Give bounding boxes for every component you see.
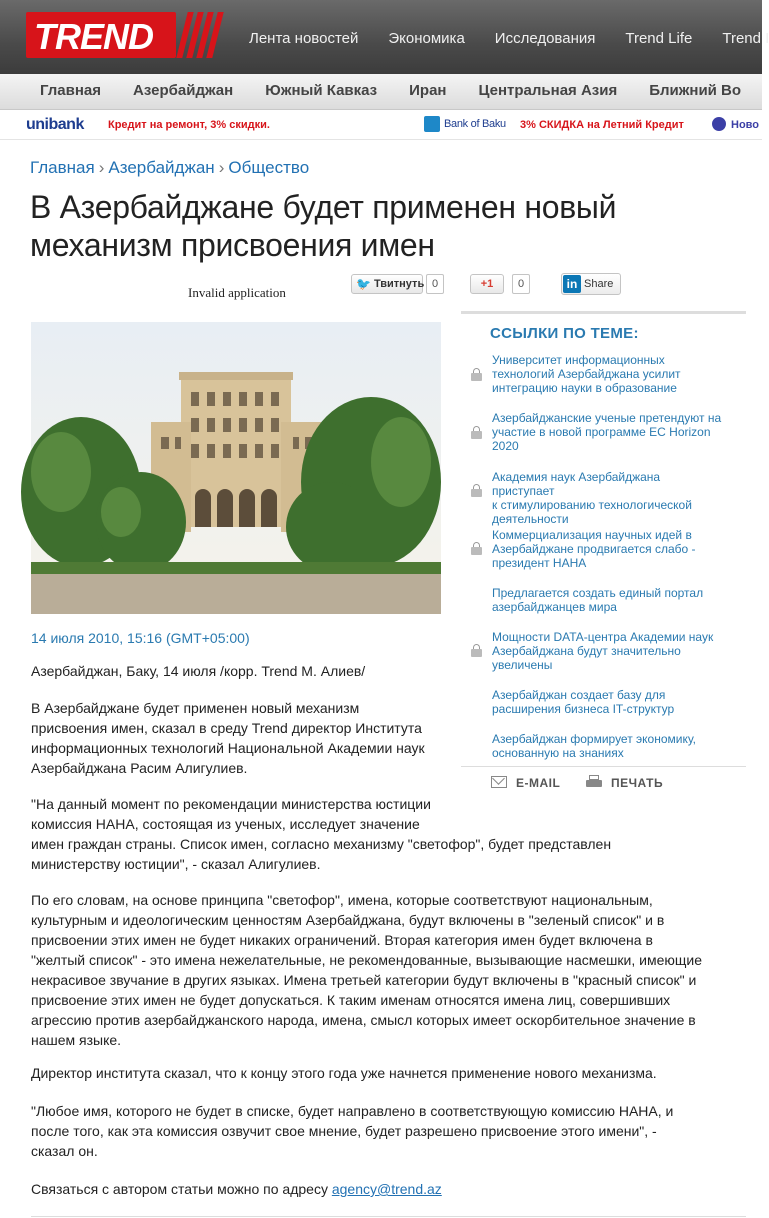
- top-nav-item-trend-more[interactable]: Trend I: [722, 30, 769, 47]
- article-paragraph: Директор института сказал, что к концу этого года уже начнется применение нового механизма.: [31, 1065, 657, 1081]
- breadcrumb-azerbaijan[interactable]: Азербайджан: [108, 158, 215, 177]
- related-links-title: ССЫЛКИ ПО ТЕМЕ:: [490, 325, 639, 342]
- third-ad-icon: [712, 117, 726, 131]
- bank-of-baku-logo[interactable]: Bank of Baku: [444, 118, 506, 130]
- article-paragraph: "Любое имя, которого не будет в списке, будет направлено в соответствующую комиссию НАНА, и после того, как эта комиссия озвучит свое мнение, будет разрешено присвоение этого имени", - сказал он.: [31, 1103, 674, 1159]
- section-nav-item-iran[interactable]: Иран: [409, 82, 447, 99]
- invalid-application-text: Invalid application: [188, 285, 286, 300]
- top-nav: [249, 30, 769, 47]
- related-links-sidebar: [461, 311, 746, 799]
- lock-icon: [471, 426, 482, 439]
- breadcrumb-society[interactable]: Общество: [228, 158, 310, 177]
- building-photo-illustration: [31, 322, 441, 614]
- related-link[interactable]: Коммерциализация научных идей в Азербайджане продвигается слабо - президент НАНА: [492, 528, 696, 570]
- print-button[interactable]: ПЕЧАТЬ: [611, 776, 664, 790]
- linkedin-share-button[interactable]: [561, 273, 621, 295]
- email-button[interactable]: E-MAIL: [516, 776, 561, 790]
- related-link[interactable]: Азербайджанские ученые претендуют на участие в новой программе ЕС Horizon 2020: [492, 411, 722, 453]
- section-nav-item-home[interactable]: Главная: [40, 82, 102, 99]
- lock-icon: [471, 644, 482, 657]
- contact-text: Связаться с автором статьи можно по адресу: [31, 1181, 328, 1197]
- related-link[interactable]: Университет информационных технологий Азербайджана усилит интеграцию науки в образование: [492, 353, 681, 395]
- contact-email-link[interactable]: agency@trend.az: [331, 1181, 442, 1197]
- logo-stripes: [178, 12, 219, 58]
- top-nav-item-research[interactable]: Исследования: [494, 30, 596, 47]
- bank-of-baku-ad-link[interactable]: 3% СКИДКА на Летний Кредит: [520, 119, 684, 131]
- breadcrumb-home[interactable]: Главная: [30, 158, 95, 177]
- email-icon[interactable]: [491, 776, 507, 788]
- section-nav-item-azerbaijan[interactable]: Азербайджан: [133, 82, 234, 99]
- related-link[interactable]: Академия наук Азербайджана приступает к стимулированию технологической деятельности: [492, 470, 692, 526]
- article-paragraph: В Азербайджане будет применен новый механизм присвоения имен, сказал в среду Trend директор Института информационных технологий Национальной Академии наук Азербайджана Расим Алигулиев.: [31, 700, 425, 776]
- breadcrumb: [30, 158, 309, 178]
- related-link[interactable]: Азербайджан создает базу для расширения бизнеса IT-структур: [492, 688, 675, 716]
- third-ad-link[interactable]: Ново: [731, 119, 759, 131]
- unibank-ad-link[interactable]: Кредит на ремонт, 3% скидки.: [108, 119, 270, 131]
- lock-icon: [471, 484, 482, 497]
- article-title: В Азербайджане будет применен новый механизм присвоения имен: [30, 189, 617, 263]
- top-nav-item-economy[interactable]: Экономика: [388, 30, 465, 47]
- breadcrumb-separator: ›: [218, 158, 225, 177]
- section-nav-item-south-caucasus[interactable]: Южный Кавказ: [265, 82, 378, 99]
- related-link[interactable]: Мощности DATA-центра Академии наук Азербайджана будут значительно увеличены: [492, 630, 714, 672]
- tweet-count: 0: [426, 274, 444, 294]
- bank-of-baku-icon: [424, 116, 440, 132]
- sidebar-actions: [461, 766, 746, 799]
- print-icon[interactable]: [586, 775, 602, 789]
- breadcrumb-separator: ›: [98, 158, 105, 177]
- top-header: [0, 0, 769, 74]
- article-paragraph: По его словам, на основе принципа "светофор", имена, которые соответствуют национальным, культурным и идеологическим ценностям Азербайджана, будут включены в "зеленый список" и в присвоении этих имен не будет никаких ограничений. Вторая категория имен будет включена в "желтый список" - это имена нежелательные, не рекомендованные, вызывающие насмешки, имеющие некрасивое звучание в других языках. Имена третьей категории будут включены в "красный список" и присвоение этих имен не будет допускаться. К таким именам относятся имена лиц, совершивших агрессию против азербайджанского народа, имена, смысл которых имеет оскорбительное значение в нашем языке.: [31, 892, 702, 1048]
- section-nav-item-middle-east[interactable]: Ближний Во: [649, 82, 742, 99]
- linkedin-share-label: Share: [584, 278, 614, 290]
- section-nav: [0, 74, 762, 110]
- article-contact: [31, 1179, 442, 1199]
- top-nav-item-news-feed[interactable]: Лента новостей: [249, 30, 359, 47]
- article-date: 14 июля 2010, 15:16 (GMT+05:00): [31, 630, 250, 646]
- related-link[interactable]: Предлагается создать единый портал азербайджанцев мира: [492, 586, 704, 614]
- unibank-logo[interactable]: unibank: [26, 116, 84, 133]
- section-nav-item-central-asia[interactable]: Центральная Азия: [478, 82, 618, 99]
- article-paragraph: "На данный момент по рекомендации министерства юстиции комиссия НАНА, состоящая из ученых, исследует значение имен граждан страны. Список имен, согласно механизму "светофор", будет представлен министерству юстиции", - сказал Алигулиев.: [31, 796, 612, 872]
- lock-icon: [471, 368, 482, 381]
- twitter-bird-icon: 🐦: [356, 277, 371, 291]
- trend-logo[interactable]: [26, 12, 219, 58]
- sidebar-top-border: [461, 311, 746, 314]
- tweet-button[interactable]: [351, 274, 423, 294]
- tweet-button-label: Твитнуть: [373, 278, 425, 290]
- google-plus-button[interactable]: +1: [470, 274, 504, 294]
- article-photo: [31, 322, 441, 614]
- article-paragraph: Азербайджан, Баку, 14 июля /корр. Trend М. Алиев/: [31, 663, 366, 679]
- bottom-divider: [31, 1216, 746, 1217]
- google-plus-count: 0: [512, 274, 530, 294]
- logo-text: TREND: [34, 16, 153, 57]
- linkedin-icon: in: [563, 275, 581, 293]
- related-link[interactable]: Азербайджан формирует экономику, основанную на знаниях: [492, 732, 696, 760]
- lock-icon: [471, 542, 482, 555]
- ad-strip: [0, 110, 762, 140]
- top-nav-item-trend-life[interactable]: Trend Life: [625, 30, 693, 47]
